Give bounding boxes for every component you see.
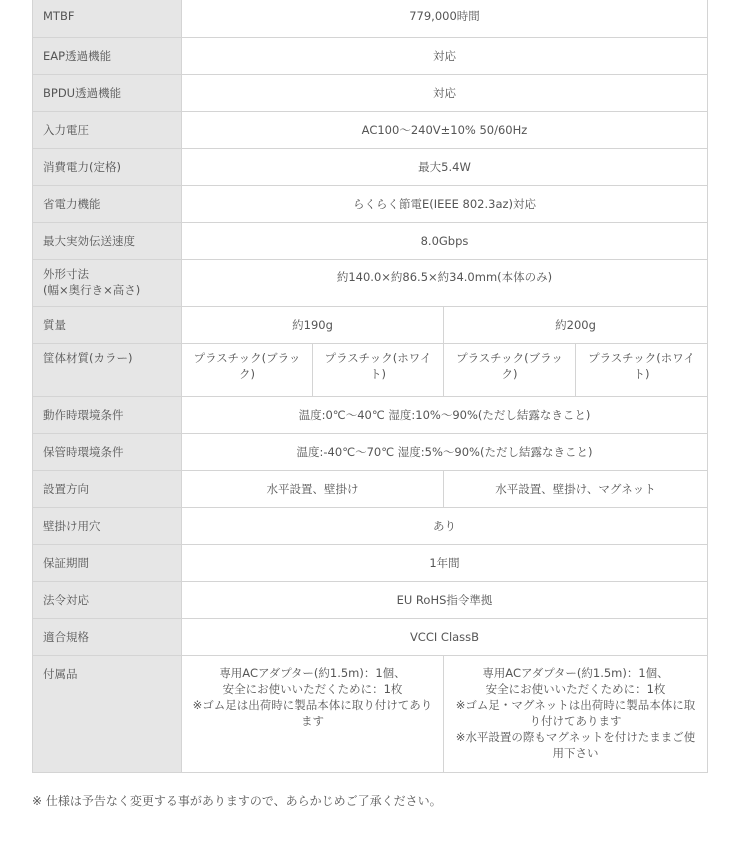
row-value: EU RoHS指令準拠 <box>182 582 708 619</box>
row-label: 保管時環境条件 <box>33 434 182 471</box>
row-value: らくらく節電E(IEEE 802.3az)対応 <box>182 186 708 223</box>
accessory-line: ※水平設置の際もマグネットを付けたままご使用下さい <box>455 730 696 760</box>
row-label: 質量 <box>33 307 182 344</box>
accessory-line: 専用ACアダプター(約1.5m)：1個、 <box>219 666 406 680</box>
accessory-line: ※ゴム足・マグネットは出荷時に製品本体に取り付けてあります <box>455 698 696 728</box>
row-value: VCCI ClassB <box>182 619 708 656</box>
table-row <box>33 75 708 112</box>
row-value: AC100～240V±10% 50/60Hz <box>182 112 708 149</box>
footnote: ※ 仕様は予告なく変更する事がありますので、あらかじめご了承ください。 <box>32 794 442 808</box>
row-label: 動作時環境条件 <box>33 397 182 434</box>
row-label-line2: (幅×奥行き×高さ) <box>43 283 141 297</box>
accessory-line: 安全にお使いいただくために：1枚 <box>485 682 666 696</box>
table-row <box>33 434 708 471</box>
row-value: 8.0Gbps <box>182 223 708 260</box>
row-value: プラスチック(ブラック) <box>182 344 313 397</box>
accessory-line: 専用ACアダプター(約1.5m)：1個、 <box>482 666 669 680</box>
row-label: 適合規格 <box>33 619 182 656</box>
table-row <box>33 38 708 75</box>
row-value: 1年間 <box>182 545 708 582</box>
row-value-a: 約190g <box>182 307 444 344</box>
row-label: 法令対応 <box>33 582 182 619</box>
table-row <box>33 112 708 149</box>
row-value: 温度:-40℃～70℃ 湿度:5%～90%(ただし結露なきこと) <box>182 434 708 471</box>
table-row <box>33 149 708 186</box>
table-row <box>33 656 708 773</box>
table-row <box>33 260 708 307</box>
accessories-b <box>444 656 708 773</box>
table-row <box>33 545 708 582</box>
row-label: 付属品 <box>33 656 182 773</box>
accessory-line: 安全にお使いいただくために：1枚 <box>222 682 403 696</box>
table-row <box>33 307 708 344</box>
row-value: 対応 <box>182 38 708 75</box>
table-row <box>33 471 708 508</box>
row-label: 消費電力(定格) <box>33 149 182 186</box>
row-value: あり <box>182 508 708 545</box>
spec-table <box>32 0 708 773</box>
row-label: 入力電圧 <box>33 112 182 149</box>
row-label: BPDU透過機能 <box>33 75 182 112</box>
table-row <box>33 582 708 619</box>
row-label: 最大実効伝送速度 <box>33 223 182 260</box>
row-value: プラスチック(ホワイト) <box>576 344 708 397</box>
row-value: プラスチック(ブラック) <box>444 344 576 397</box>
table-row <box>33 508 708 545</box>
table-row <box>33 223 708 260</box>
row-value: 対応 <box>182 75 708 112</box>
accessories-a <box>182 656 444 773</box>
row-value-b: 水平設置、壁掛け、マグネット <box>444 471 708 508</box>
table-row <box>33 186 708 223</box>
row-label: 筐体材質(カラー) <box>33 344 182 397</box>
row-label: 省電力機能 <box>33 186 182 223</box>
row-value: 温度:0℃～40℃ 湿度:10%～90%(ただし結露なきこと) <box>182 397 708 434</box>
row-label <box>33 260 182 307</box>
row-value: 約140.0×約86.5×約34.0mm(本体のみ) <box>182 260 708 307</box>
accessory-line: ※ゴム足は出荷時に製品本体に取り付けてあります <box>192 698 433 728</box>
table-row <box>33 619 708 656</box>
row-label: 壁掛け用穴 <box>33 508 182 545</box>
row-label: 設置方向 <box>33 471 182 508</box>
table-row <box>33 0 708 38</box>
row-label: 保証期間 <box>33 545 182 582</box>
row-value: 779,000時間 <box>182 0 708 38</box>
row-value: プラスチック(ホワイト) <box>313 344 444 397</box>
row-label: MTBF <box>33 0 182 38</box>
row-label: EAP透過機能 <box>33 38 182 75</box>
row-value-a: 水平設置、壁掛け <box>182 471 444 508</box>
row-value-b: 約200g <box>444 307 708 344</box>
row-label-line1: 外形寸法 <box>43 267 89 281</box>
row-value: 最大5.4W <box>182 149 708 186</box>
table-row <box>33 344 708 397</box>
table-row <box>33 397 708 434</box>
